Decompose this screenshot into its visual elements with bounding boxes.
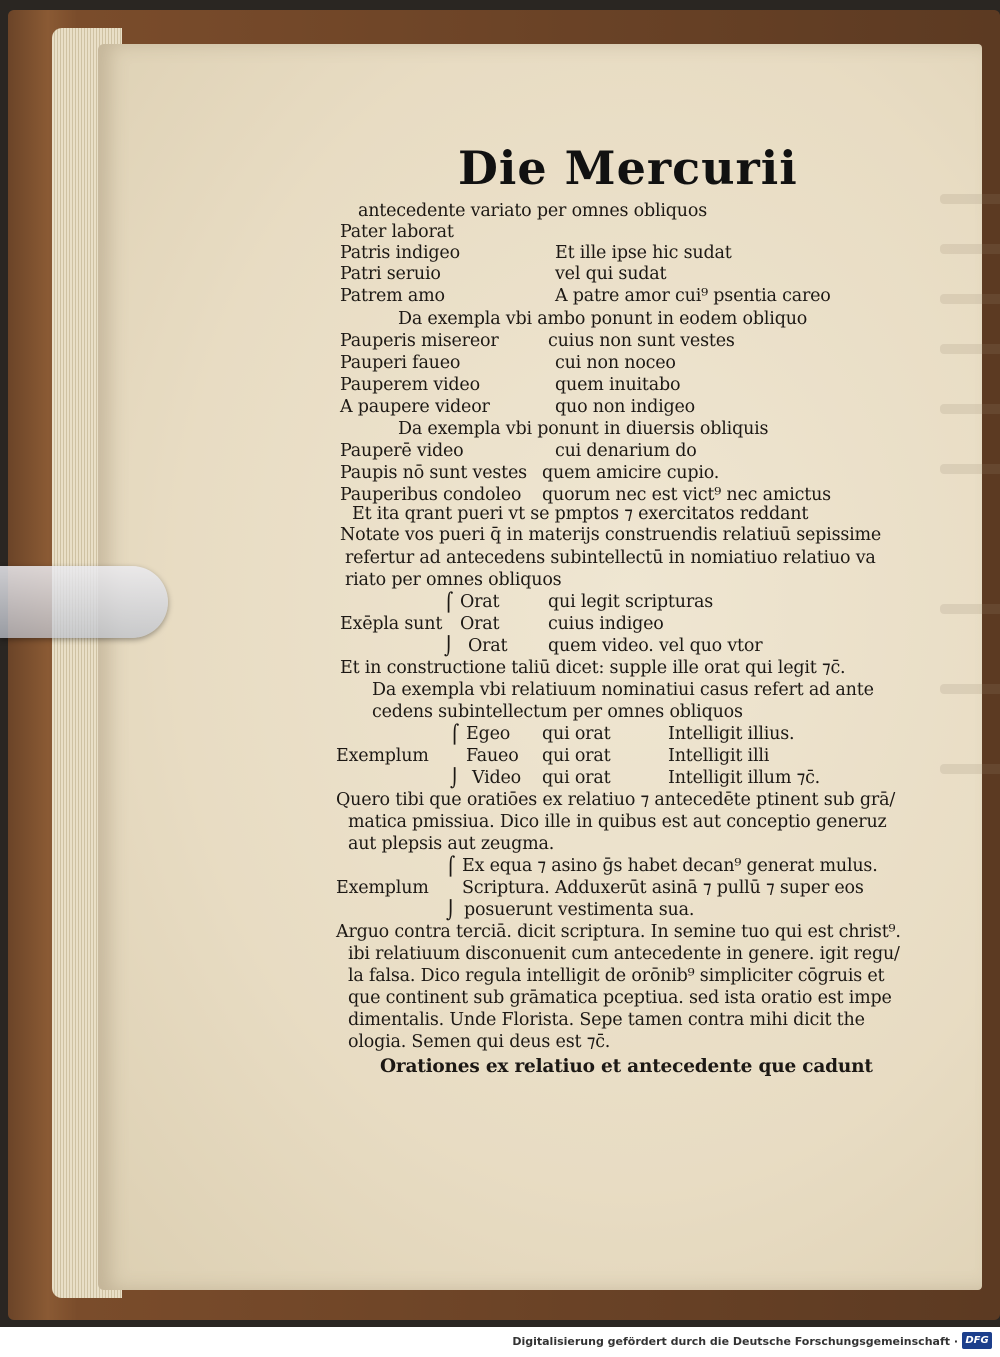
bleed-through-mark xyxy=(940,464,1000,474)
text-line: Da exempla vbi ambo ponunt in eodem obliquo xyxy=(398,309,808,329)
text-line: dimentalis. Unde Florista. Sepe tamen contra mihi dicit the xyxy=(348,1010,865,1030)
text-line: Pater laborat xyxy=(340,222,454,242)
brace-top: ⌠ xyxy=(444,592,454,613)
bleed-through-mark xyxy=(940,194,1000,204)
bleed-through-mark xyxy=(940,604,1000,614)
brace-top: ⌠ xyxy=(450,724,460,745)
text-line: qui legit scripturas xyxy=(548,592,714,612)
text-line: Scriptura. Adduxerūt asinā ⁊ pullū ⁊ super eos xyxy=(462,878,864,898)
text-line: cuius non sunt vestes xyxy=(548,331,735,351)
text-line: Intelligit illum ⁊c̄. xyxy=(668,768,821,788)
text-line: Notate vos pueri q̄ in materijs construendis relatiuū sepissime xyxy=(340,525,882,545)
text-line: Arguo contra terciā. dicit scriptura. In semine tuo qui est christ⁹. xyxy=(336,922,901,942)
text-line: cedens subintellectum per omnes obliquos xyxy=(372,702,743,722)
footer-credit: Digitalisierung gefördert durch die Deutsche Forschungsgemeinschaft · xyxy=(512,1335,958,1348)
text-line: Pauperi faueo xyxy=(340,353,461,373)
brace-top: ⌠ xyxy=(446,856,456,877)
text-line: Et in constructione taliū dicet: supple ille orat qui legit ⁊c̄. xyxy=(340,658,846,678)
text-line: Faueo xyxy=(466,746,519,766)
dfg-logo-icon: DFG xyxy=(962,1332,992,1349)
text-line: Orat xyxy=(468,636,508,656)
brace-bottom: ⌡ xyxy=(450,768,460,789)
text-line: A paupere videor xyxy=(340,397,490,417)
text-line: cuius indigeo xyxy=(548,614,664,634)
bleed-through-mark xyxy=(940,294,1000,304)
text-line: quem amicire cupio. xyxy=(542,463,720,483)
text-line: cui non noceo xyxy=(555,353,676,373)
text-line: Pauperem video xyxy=(340,375,480,395)
text-line: Orationes ex relatiuo et antecedente que cadunt xyxy=(380,1056,873,1077)
text-line: vel qui sudat xyxy=(555,264,667,284)
text-line: matica pmissiua. Dico ille in quibus est aut conceptio generuz xyxy=(348,812,887,832)
text-line: ologia. Semen qui deus est ⁊c̄. xyxy=(348,1032,611,1052)
bleed-through-mark xyxy=(940,344,1000,354)
text-line: quo non indigeo xyxy=(555,397,695,417)
text-line: Patri seruio xyxy=(340,264,441,284)
text-line: Video xyxy=(472,768,522,788)
brace-bottom: ⌡ xyxy=(446,900,456,921)
brace-bottom: ⌡ xyxy=(444,636,454,657)
bleed-through-mark xyxy=(940,684,1000,694)
text-line: refertur ad antecedens subintellectū in nomiatiuo relatiuo va xyxy=(345,548,876,568)
text-line: Intelligit illi xyxy=(668,746,770,766)
text-line: Exemplum xyxy=(336,746,429,766)
text-line: quorum nec est vict⁹ nec amictus xyxy=(542,485,831,505)
text-line: Da exempla vbi ponunt in diuersis obliquis xyxy=(398,419,769,439)
text-line: ibi relatiuum disconuenit cum antecedente in genere. igit regu/ xyxy=(348,944,900,964)
text-line: Et ita qrant pueri vt se pmptos ⁊ exercitatos reddant xyxy=(352,504,809,524)
bleed-through-mark xyxy=(940,404,1000,414)
page-clip xyxy=(0,566,168,638)
text-line: Egeo xyxy=(466,724,511,744)
text-line: la falsa. Dico regula intelligit de orōnib⁹ simpliciter cōgruis et xyxy=(348,966,885,986)
text-line: Ex equa ⁊ asino ḡs habet decan⁹ generat mulus. xyxy=(462,856,878,876)
text-line: Patrem amo xyxy=(340,286,445,306)
text-line: qui orat xyxy=(542,724,611,744)
text-line: qui orat xyxy=(542,746,611,766)
text-line: Pauperibus condoleo xyxy=(340,485,522,505)
text-line: Exēpla sunt xyxy=(340,614,443,634)
text-line: Patris indigeo xyxy=(340,243,460,263)
text-line: quem inuitabo xyxy=(555,375,681,395)
text-line: quem video. vel quo vtor xyxy=(548,636,763,656)
text-line: Exemplum xyxy=(336,878,429,898)
bleed-through-mark xyxy=(940,244,1000,254)
text-line: A patre amor cui⁹ psentia careo xyxy=(555,286,831,306)
text-line: Intelligit illius. xyxy=(668,724,795,744)
footer-bar xyxy=(0,1327,1000,1357)
text-line: Orat xyxy=(460,592,500,612)
text-line: qui orat xyxy=(542,768,611,788)
text-line: Quero tibi que oratiōes ex relatiuo ⁊ antecedēte ptinent sub grā/ xyxy=(336,790,896,810)
bleed-through-mark xyxy=(940,764,1000,774)
text-line: Pauperē video xyxy=(340,441,464,461)
text-line: que continent sub grāmatica pceptiua. sed ista oratio est impe xyxy=(348,988,892,1008)
text-line: Da exempla vbi relatiuum nominatiui casus refert ad ante xyxy=(372,680,874,700)
text-line: Orat xyxy=(460,614,500,634)
text-line: Et ille ipse hic sudat xyxy=(555,243,732,263)
text-line: antecedente variato per omnes obliquos xyxy=(358,201,707,221)
text-line: Pauperis misereor xyxy=(340,331,499,351)
page-heading: Die Mercurii xyxy=(458,141,798,195)
text-line: Paupis nō sunt vestes xyxy=(340,463,527,483)
text-line: posuerunt vestimenta sua. xyxy=(464,900,695,920)
text-line: aut plepsis aut zeugma. xyxy=(348,834,555,854)
text-line: cui denarium do xyxy=(555,441,697,461)
text-line: riato per omnes obliquos xyxy=(345,570,562,590)
